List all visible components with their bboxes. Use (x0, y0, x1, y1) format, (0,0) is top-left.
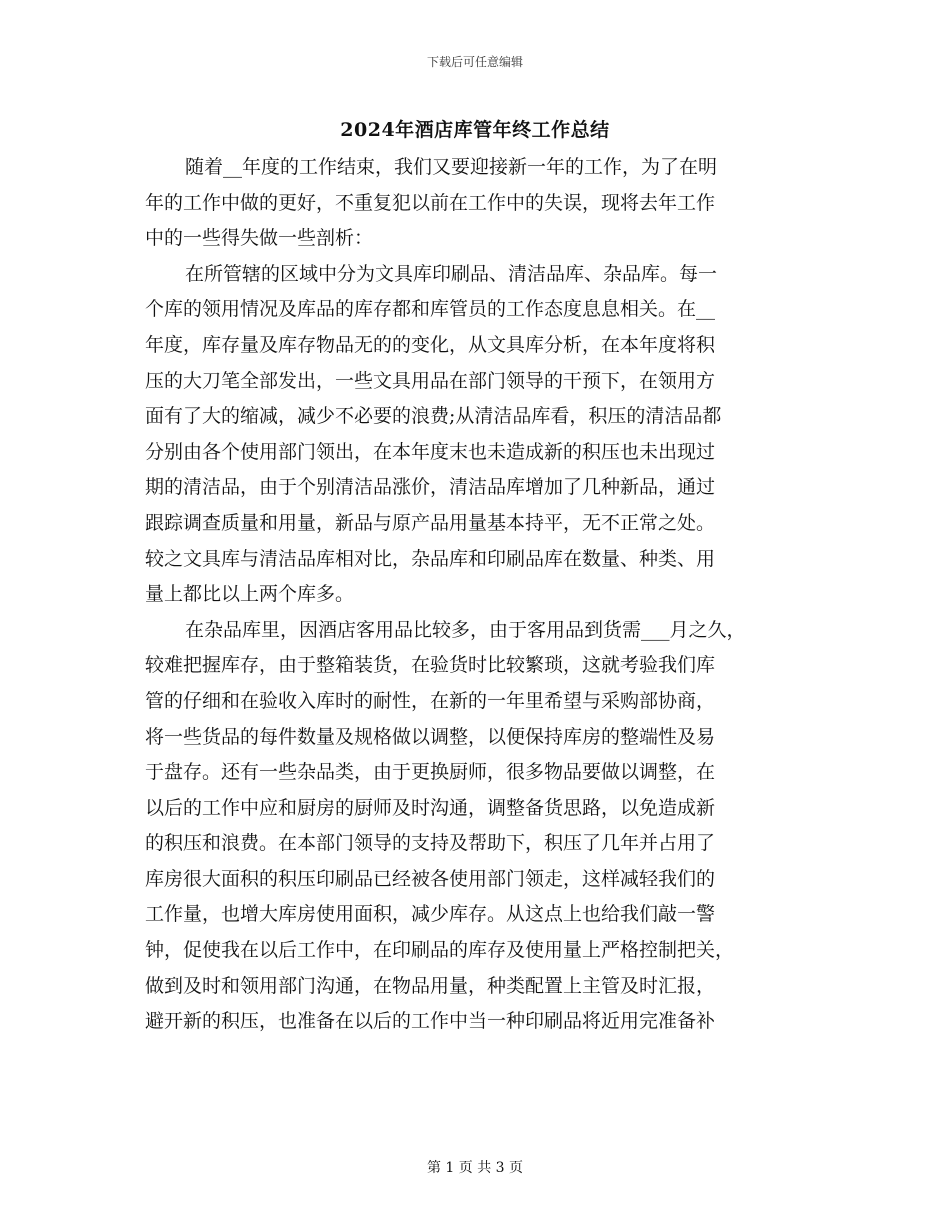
paragraph-3-line-2: 较难把握库存，由于整箱装货，在验货时比较繁琐，这就考验我们库 (145, 654, 716, 677)
paragraph-2-line-4: 压的大刀笔全部发出，一些文具用品在部门领导的干预下，在领用方 (145, 369, 716, 392)
paragraph-3-line-11: 做到及时和领用部门沟通，在物品用量，种类配置上主管及时汇报， (145, 974, 716, 997)
paragraph-3-line-6: 以后的工作中应和厨房的厨师及时沟通，调整备货思路，以免造成新 (145, 796, 716, 819)
paragraph-3-line-3: 管的仔细和在验收入库时的耐性，在新的一年里希望与采购部协商， (145, 689, 716, 712)
paragraph-3-line-4: 将一些货品的每件数量及规格做以调整，以便保持库房的整端性及易 (145, 725, 716, 748)
paragraph-2-line-5: 面有了大的缩减，减少不必要的浪费;从清洁品库看，积压的清洁品都 (145, 405, 722, 428)
paragraph-2-line-2: 个库的领用情况及库品的库存都和库管员的工作态度息息相关。在__ (145, 298, 716, 321)
paragraph-3-line-9: 工作量，也增大库房使用面积，减少库存。从这点上也给我们敲一警 (145, 903, 716, 926)
page-indicator: 第 1 页 共 3 页 (426, 1160, 524, 1176)
paragraph-2-line-3: 年度，库存量及库存物品无的的变化，从文具库分析，在本年度将积 (145, 333, 716, 356)
paragraph-2-line-9: 较之文具库与清洁品库相对比，杂品库和印刷品库在数量、种类、用 (145, 547, 716, 570)
paragraph-3-line-7: 的积压和浪费。在本部门领导的支持及帮助下，积压了几年并占用了 (145, 832, 716, 855)
document-body (145, 150, 805, 1040)
paragraph-3-line-10: 钟，促使我在以后工作中，在印刷品的库存及使用量上严格控制把关， (145, 939, 735, 962)
paragraph-1-line-2: 年的工作中做的更好，不重复犯以前在工作中的失误，现将去年工作 (145, 191, 716, 214)
paragraph-2-line-6: 分别由各个使用部门领出，在本年度末也未造成新的积压也未出现过 (145, 440, 716, 463)
paragraph-2-line-7: 期的清洁品，由于个别清洁品涨价，清洁品库增加了几种新品，通过 (145, 476, 716, 499)
paragraph-1-line-3: 中的一些得失做一些剖析： (145, 227, 374, 250)
document-title: 2024年酒店库管年终工作总结 (340, 119, 610, 141)
paragraph-3-line-8: 库房很大面积的积压印刷品已经被各使用部门领走，这样减轻我们的 (145, 867, 716, 890)
header-note: 下载后可任意编辑 (426, 55, 523, 69)
paragraph-3-line-1: 在杂品库里，因酒店客用品比较多，由于客用品到货需___月之久， (185, 618, 746, 641)
paragraph-2-line-8: 跟踪调查质量和用量，新品与原产品用量基本持平，无不正常之处。 (145, 511, 716, 534)
paragraph-2-line-1: 在所管辖的区域中分为文具库印刷品、清洁品库、杂品库。每一 (185, 262, 718, 285)
paragraph-1-line-1: 随着__年度的工作结束，我们又要迎接新一年的工作，为了在明 (185, 156, 718, 178)
paragraph-3-line-12: 避开新的积压，也准备在以后的工作中当一种印刷品将近用完准备补 (145, 1010, 716, 1033)
paragraph-2-line-10: 量上都比以上两个库多。 (145, 583, 355, 606)
paragraph-3-line-5: 于盘存。还有一些杂品类，由于更换厨师，很多物品要做以调整，在 (145, 761, 716, 784)
